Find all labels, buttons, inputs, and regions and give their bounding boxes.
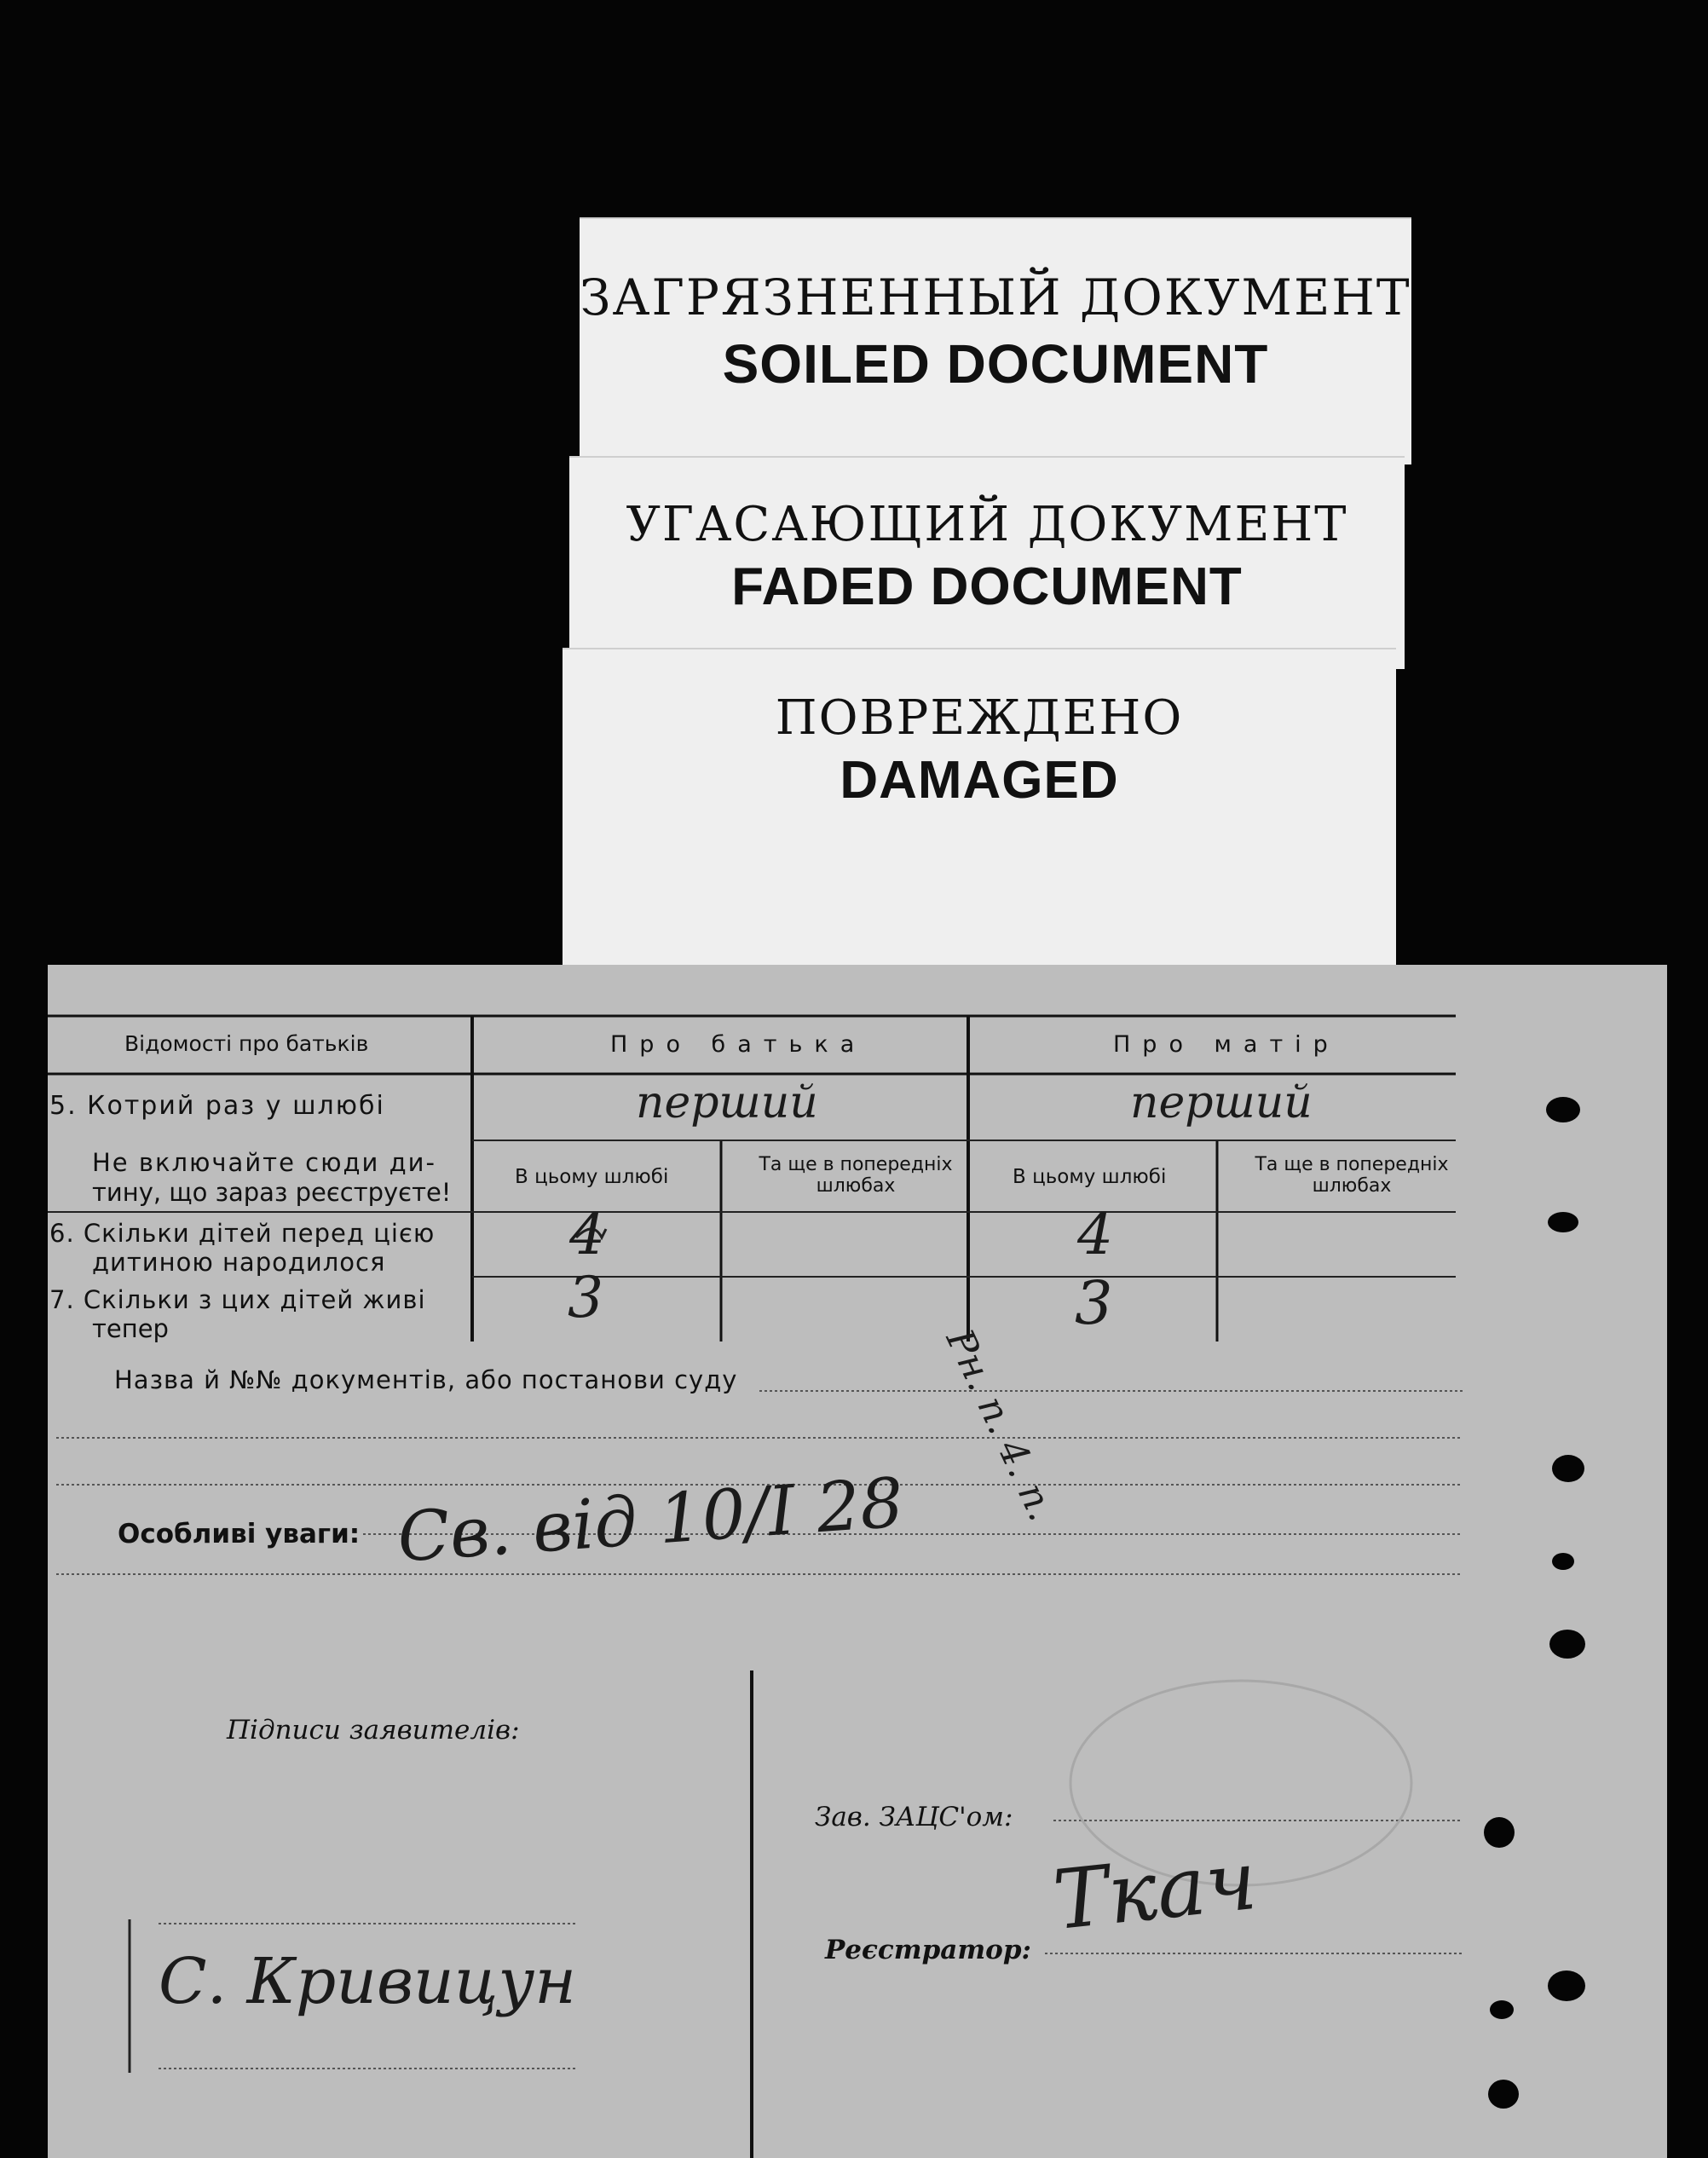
row7-father-value: 3 [568, 1265, 603, 1330]
registration-form [48, 965, 1667, 2158]
margin-handwritten-note: Рн. п. 4. п. [937, 1323, 1064, 1528]
binding-hole [1484, 1817, 1515, 1848]
torn-hole [1552, 1455, 1584, 1482]
father-previous-header [736, 1154, 975, 1197]
row7-line1: 7. Скільки з цих дітей живі [49, 1285, 426, 1314]
head-of-registry-label: Зав. ЗАЦС'ом: [815, 1802, 1013, 1832]
row6-mother-value: 4 [1077, 1202, 1113, 1267]
header-father: Про батька [610, 1031, 867, 1058]
signatures-label: Підписи заявителів: [227, 1715, 520, 1745]
applicant-signature: С. Кривицун [159, 1945, 576, 2018]
note-line2: тину, що зараз реєструєте! [92, 1178, 452, 1207]
damaged-label-ru: ПОВРЕЖДЕНО [775, 690, 1184, 746]
mother-previous-header-line1: Та ще в попередніх [1255, 1154, 1449, 1175]
header-mother: Про матір [1113, 1031, 1340, 1058]
mother-previous-header-line2: шлюбах [1312, 1175, 1392, 1197]
father-this-marriage-header: В цьому шлюбі [515, 1166, 669, 1188]
faded-label-ru: УГАСАЮЩИЙ ДОКУМЕНТ [626, 497, 1348, 552]
binding-hole [1490, 2000, 1514, 2019]
row6-father-value: 4 [569, 1202, 605, 1267]
row7-line2: тепер [92, 1314, 169, 1343]
note-line1: Не включайте сюди ди- [92, 1148, 436, 1177]
damaged-label-en: DAMAGED [840, 751, 1119, 810]
faded-document-label [569, 456, 1405, 669]
faded-label-en: FADED DOCUMENT [731, 557, 1243, 616]
soiled-label-ru: ЗАГРЯЗНЕННЫЙ ДОКУМЕНТ [580, 268, 1411, 326]
father-previous-header-line1: Та ще в попередніх [759, 1154, 953, 1175]
row5-father-value: перший [636, 1077, 818, 1128]
father-previous-header-line2: шлюбах [816, 1175, 896, 1197]
torn-hole [1552, 1553, 1574, 1570]
mother-this-marriage-header: В цьому шлюбі [1013, 1166, 1167, 1188]
remarks-value: Св. від 10/I 28 [395, 1463, 907, 1578]
soiled-label-en: SOILED DOCUMENT [722, 333, 1269, 395]
registrar-signature: Ткач [1048, 1832, 1261, 1949]
mother-previous-header [1232, 1154, 1471, 1197]
torn-hole [1548, 1970, 1585, 2001]
row7-mother-value: 3 [1075, 1268, 1113, 1338]
row6-line2: дитиною народилося [92, 1248, 386, 1277]
documents-label: Назва й №№ документів, або постанови суду [114, 1365, 738, 1394]
registrar-label: Реєстратор: [825, 1935, 1031, 1965]
torn-hole [1548, 1212, 1578, 1232]
header-parents-info: Відомості про батьків [124, 1031, 369, 1056]
row5-mother-value: перший [1130, 1077, 1313, 1128]
soiled-document-label [580, 217, 1411, 464]
torn-hole [1546, 1097, 1580, 1122]
damaged-document-label [563, 648, 1396, 972]
row6-line1: 6. Скільки дітей перед цією [49, 1219, 436, 1248]
remarks-label: Особливі уваги: [118, 1519, 361, 1549]
row5-label: 5. Котрий раз у шлюбі [49, 1091, 385, 1121]
torn-hole [1549, 1630, 1585, 1659]
binding-hole [1488, 2080, 1519, 2109]
